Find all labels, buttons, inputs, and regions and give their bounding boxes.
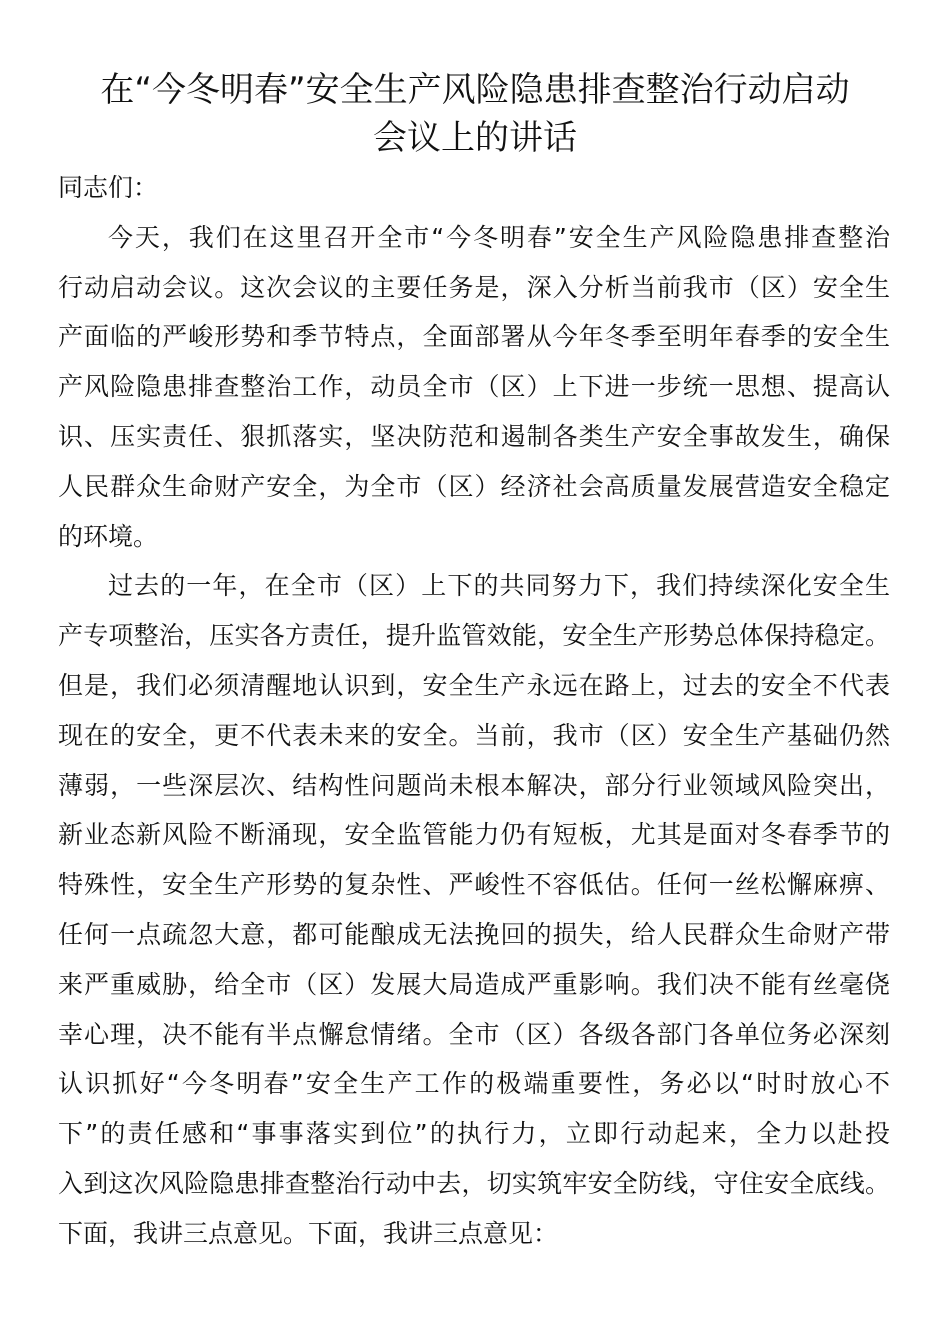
document-body (58, 163, 890, 1259)
text-line: 产面临的严峻形势和季节特点，全面部署从今年冬季至明年春季的安全生 (58, 322, 890, 352)
document-title-line-1: 在“今冬明春”安全生产风险隐患排查整治行动启动 (100, 70, 850, 110)
text-line: 任何一点疏忽大意，都可能酿成无法挽回的损失，给人民群众生命财产带 (58, 919, 890, 949)
text-line: 的环境。 (58, 521, 159, 551)
paragraph-1 (58, 213, 890, 562)
document-title-line-2: 会议上的讲话 (373, 118, 577, 158)
text-line: 薄弱，一些深层次、结构性问题尚未根本解决，部分行业领域风险突出， (58, 770, 890, 800)
text-line: 幸心理，决不能有半点懈怠情绪。全市（区）各级各部门各单位务必深刻 (58, 1019, 890, 1049)
text-line: 产风险隐患排查整治工作，动员全市（区）上下进一步统一思想、提高认 (58, 372, 890, 402)
text-line: 但是，我们必须清醒地认识到，安全生产永远在路上，过去的安全不代表 (58, 670, 890, 700)
text-line: 产专项整治，压实各方责任，提升监管效能，安全生产形势总体保持稳定。 (58, 621, 890, 651)
text-line: 过去的一年，在全市（区）上下的共同努力下，我们持续深化安全生 (108, 571, 890, 601)
text-line: 识、压实责任、狠抓落实，坚决防范和遏制各类生产安全事故发生，确保 (58, 421, 890, 451)
text-line: 入到这次风险隐患排查整治行动中去，切实筑牢安全防线，守住安全底线。 (58, 1168, 890, 1198)
text-line: 认识抓好“今冬明春”安全生产工作的极端重要性，务必以“时时放心不 (58, 1069, 890, 1099)
text-line: 新业态新风险不断涌现，安全监管能力仍有短板，尤其是面对冬春季节的 (58, 820, 890, 850)
text-line: 现在的安全，更不代表未来的安全。当前，我市（区）安全生产基础仍然 (58, 720, 890, 750)
salutation: 同志们： (58, 173, 159, 202)
text-line: 下”的责任感和“事事落实到位”的执行力，立即行动起来，全力以赴投 (58, 1119, 890, 1149)
text-line: 下面，我讲三点意见。下面，我讲三点意见： (58, 1218, 559, 1248)
text-line: 人民群众生命财产安全，为全市（区）经济社会高质量发展营造安全稳定 (58, 471, 890, 501)
text-line: 来严重威胁，给全市（区）发展大局造成严重影响。我们决不能有丝毫侥 (58, 969, 890, 999)
text-line: 行动启动会议。这次会议的主要任务是，深入分析当前我市（区）安全生 (58, 272, 890, 302)
paragraph-2 (58, 561, 890, 1258)
text-line: 今天，我们在这里召开全市“今冬明春”安全生产风险隐患排查整治 (108, 222, 890, 252)
text-line: 特殊性，安全生产形势的复杂性、严峻性不容低估。任何一丝松懈麻痹、 (58, 870, 890, 900)
